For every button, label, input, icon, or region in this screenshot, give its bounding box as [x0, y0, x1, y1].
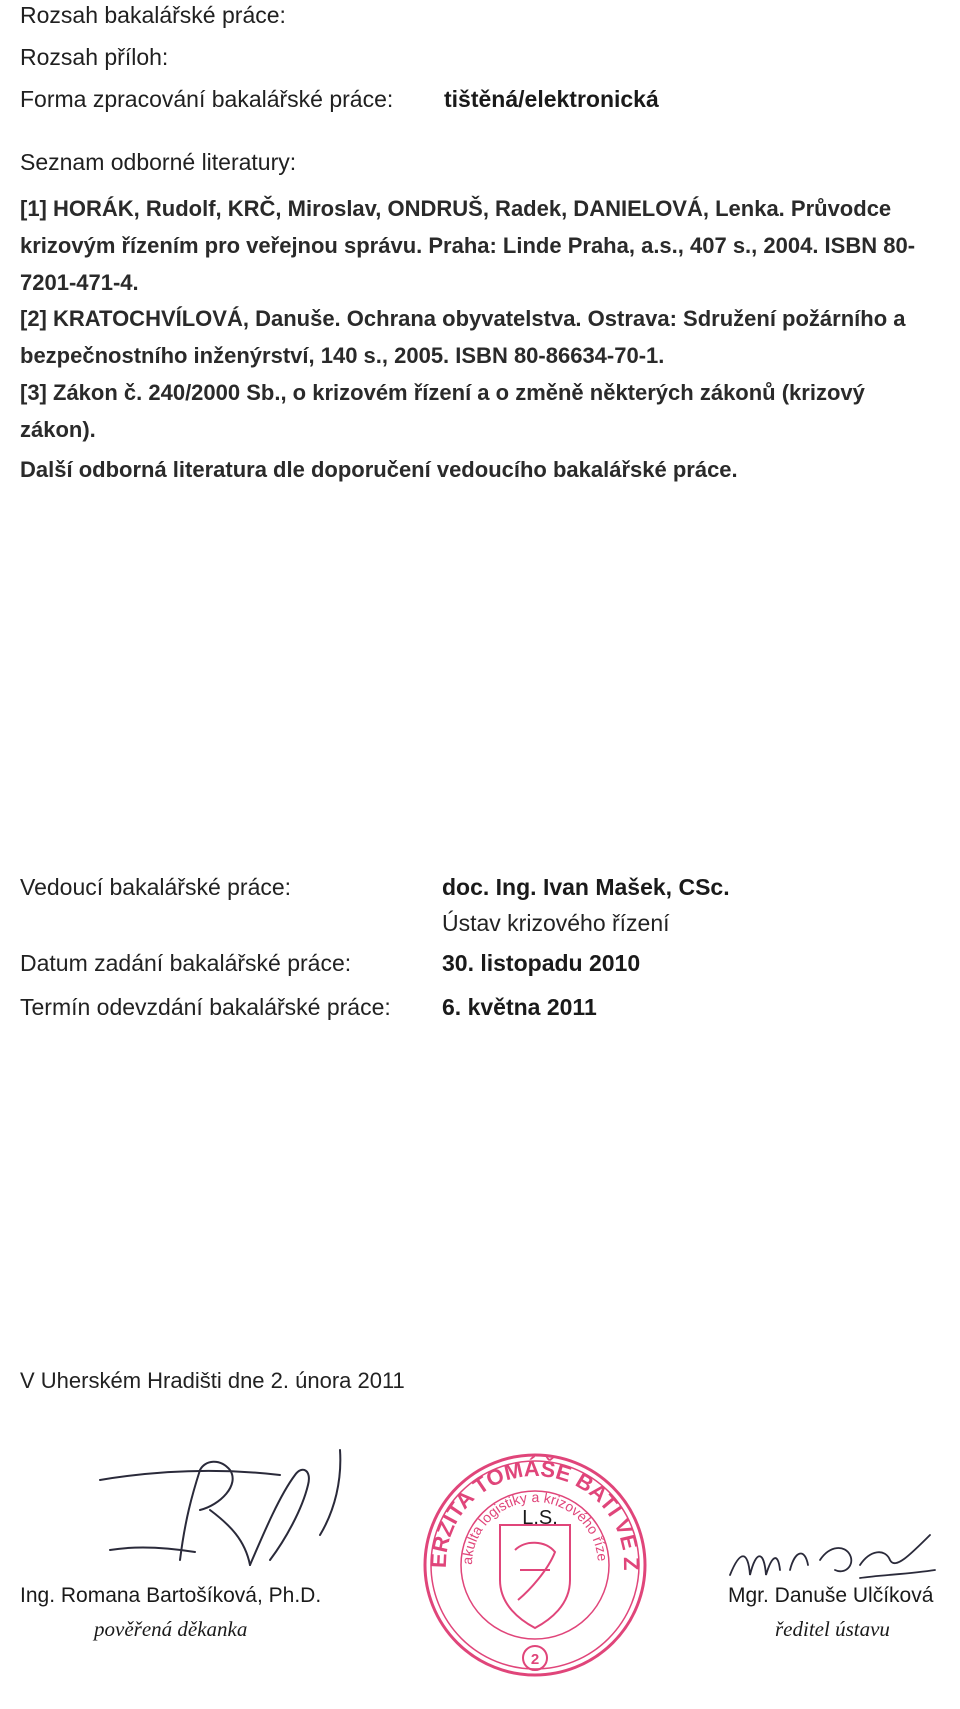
supervisor-label: Vedoucí bakalářské práce:	[20, 874, 292, 900]
university-stamp	[420, 1440, 650, 1704]
stamp-inner-text: akulta logistiky a krizového říze	[458, 1488, 611, 1566]
right-signature	[720, 1520, 950, 1590]
forma-value: tištěná/elektronická	[444, 86, 659, 112]
assigned-date-value: 30. listopadu 2010	[442, 950, 641, 976]
reference-3: [3] Zákon č. 240/2000 Sb., o krizovém řízení a o změně některých zákonů (krizový zákon).	[20, 380, 865, 442]
deadline-label: Termín odevzdání bakalářské práce:	[20, 994, 391, 1020]
literature-heading: Seznam odborné literatury:	[20, 149, 297, 175]
right-signatory-role: ředitel ústavu	[775, 1617, 890, 1641]
supervisor-institute: Ústav krizového řízení	[442, 910, 670, 936]
rozsah-priloh-label: Rozsah příloh:	[20, 44, 169, 70]
forma-label: Forma zpracování bakalářské práce:	[20, 86, 394, 112]
literature-note: Další odborná literatura dle doporučení vedoucího bakalářské práce.	[20, 457, 738, 482]
ls-mark: L.S.	[522, 1507, 558, 1529]
left-signature	[80, 1440, 390, 1590]
left-signatory-role: pověřená děkanka	[94, 1617, 248, 1641]
deadline-value: 6. května 2011	[442, 994, 597, 1020]
left-signatory-name: Ing. Romana Bartošíková, Ph.D.	[20, 1584, 322, 1607]
supervisor-name: doc. Ing. Ivan Mašek, CSc.	[442, 874, 730, 900]
reference-2: [2] KRATOCHVÍLOVÁ, Danuše. Ochrana obyvatelstva. Ostrava: Sdružení požárního a bezpečnostního inženýrství, 140 s., 2005. ISBN 80-86634-70-1.	[20, 306, 906, 368]
stamp-outer-text: ERZITA TOMÁŠE BATI VE Z	[425, 1455, 645, 1571]
rozsah-prace-label: Rozsah bakalářské práce:	[20, 2, 286, 28]
reference-1: [1] HORÁK, Rudolf, KRČ, Miroslav, ONDRUŠ, Radek, DANIELOVÁ, Lenka. Průvodce krizovým řízením pro veřejnou správu. Praha: Linde Praha, a.s., 407 s., 2004. ISBN 80-7201-471-4.	[20, 196, 916, 295]
assigned-date-label: Datum zadání bakalářské práce:	[20, 950, 352, 976]
stamp-number: 2	[530, 1651, 540, 1668]
right-signatory-name: Mgr. Danuše Ulčíková	[728, 1584, 934, 1607]
place-date: V Uherském Hradišti dne 2. února 2011	[20, 1368, 405, 1393]
